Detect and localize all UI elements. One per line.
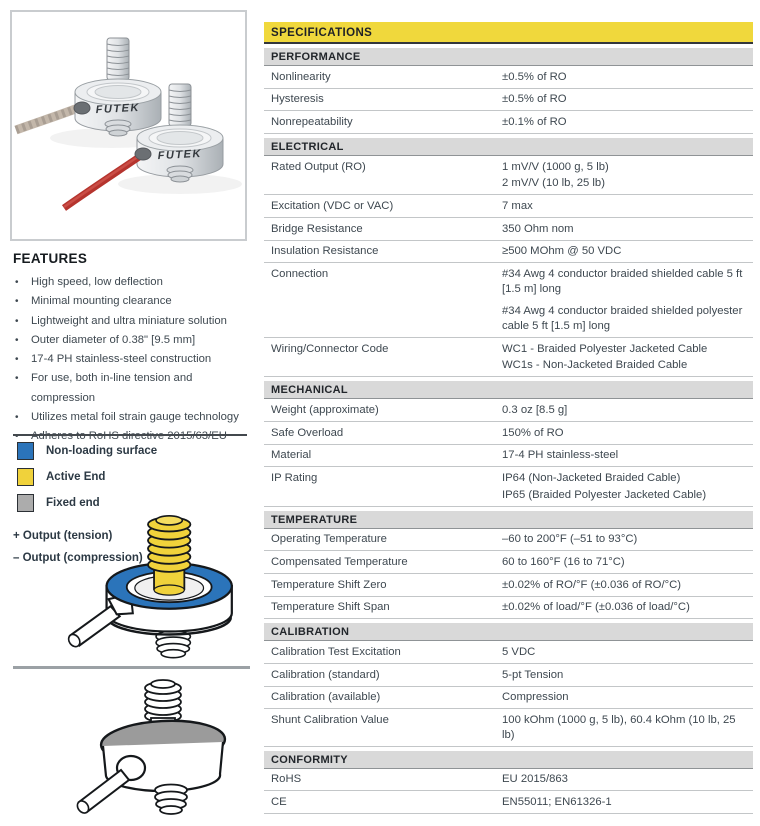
section-header-conformity: CONFORMITY [264, 751, 753, 769]
section-header-performance: PERFORMANCE [264, 48, 753, 66]
bullet-icon: • [15, 334, 19, 346]
feature-item [15, 292, 249, 311]
cable-strain-relief [135, 148, 151, 160]
spec-label: Material [271, 449, 312, 462]
spec-value-line: 2 mV/V (10 lb, 25 lb) [502, 177, 605, 190]
spec-row [264, 156, 753, 195]
spec-value [502, 115, 753, 130]
spec-value [502, 70, 753, 85]
gray-swatch [17, 494, 34, 512]
tension-compression-diagram [50, 510, 250, 660]
features-title: FEATURES [13, 251, 88, 266]
spec-value [502, 403, 753, 418]
divider [13, 434, 247, 436]
color-legend [17, 442, 157, 520]
spec-value-line: EN55011; EN61326-1 [502, 795, 612, 808]
spec-value [502, 578, 753, 593]
spec-value-line: #34 Awg 4 conductor braided shielded cable 5 ft [1.5 m] long [502, 267, 743, 295]
feature-text: For use, both in-line tension and compression [31, 372, 193, 404]
spec-value-line: 7 max [502, 199, 533, 212]
spec-label: Compensated Temperature [271, 555, 408, 568]
bullet-icon: • [15, 431, 19, 443]
specifications-header: SPECIFICATIONS [264, 22, 753, 44]
spec-label: IP Rating [271, 471, 318, 484]
specifications-panel [264, 22, 753, 814]
spec-value-line: #34 Awg 4 conductor braided shielded polyester cable 5 ft [1.5 m] long [502, 305, 743, 332]
spec-value-line: EU 2015/863 [502, 773, 568, 786]
feature-text: 17-4 PH stainless-steel construction [31, 353, 212, 366]
spec-row [264, 551, 753, 574]
spec-value [502, 555, 753, 570]
spec-value-line: 350 Ohm nom [502, 222, 574, 235]
spec-label: Shunt Calibration Value [271, 713, 389, 726]
spec-row [264, 89, 753, 112]
spec-row [264, 529, 753, 552]
section-header-temperature: TEMPERATURE [264, 511, 753, 529]
spec-value [502, 160, 753, 191]
spec-value [502, 600, 753, 615]
spec-label: Temperature Shift Span [271, 601, 390, 614]
feature-item [15, 331, 249, 350]
spec-label: Connection [271, 267, 329, 280]
spec-value [502, 772, 753, 787]
spec-value-line: ±0.5% of RO [502, 93, 567, 106]
spec-value [502, 713, 753, 742]
spec-row [264, 574, 753, 597]
spec-value-line: 5-pt Tension [502, 668, 564, 681]
spec-value-line: Compression [502, 691, 569, 704]
bullet-icon: • [15, 354, 19, 366]
yellow-swatch [17, 468, 34, 486]
legend-item [17, 468, 157, 486]
output-note: – Output (compression) [13, 551, 143, 564]
legend-label: Fixed end [46, 497, 100, 509]
spec-value-line: –60 to 200°F (–51 to 93°C) [502, 533, 638, 546]
bullet-icon: • [15, 412, 19, 424]
spec-row [264, 467, 753, 506]
bottom-stud [155, 785, 187, 815]
feature-item [15, 350, 249, 369]
feature-item [15, 369, 249, 408]
output-note: + Output (tension) [13, 530, 113, 542]
spec-value-line: WC1 - Braided Polyester Jacketed Cable [502, 342, 708, 355]
specifications-table [264, 48, 753, 814]
spec-label: Excitation (VDC or VAC) [271, 199, 394, 212]
product-photo [10, 10, 247, 241]
spec-row [264, 241, 753, 264]
load-cell-photo-illustration [12, 12, 245, 239]
feature-item [15, 408, 249, 427]
brand-label: FUTEK [157, 147, 203, 163]
colored-load-cell-diagram [50, 510, 250, 660]
spec-value-line: IP65 (Braided Polyester Jacketed Cable) [502, 488, 707, 501]
spec-value-line: 1 mV/V (1000 g, 5 lb) [502, 160, 609, 173]
divider [13, 666, 250, 669]
spec-row [264, 422, 753, 445]
spec-value-line: 0.3 oz [8.5 g] [502, 403, 568, 416]
spec-label: Nonrepeatability [271, 115, 353, 128]
spec-value [502, 471, 753, 502]
spec-label: Wiring/Connector Code [271, 342, 389, 355]
spec-value-line: ±0.02% of load/°F (±0.036 of load/°C) [502, 601, 690, 614]
spec-value-line: ≥500 MOhm @ 50 VDC [502, 245, 622, 258]
spec-row [264, 597, 753, 620]
spec-value [502, 532, 753, 547]
section-header-calibration: CALIBRATION [264, 623, 753, 641]
bullet-icon: • [15, 315, 19, 327]
spec-value [502, 92, 753, 107]
brand-label: FUTEK [95, 101, 141, 117]
spec-row [264, 664, 753, 687]
spec-label: RoHS [271, 773, 302, 786]
spec-value [502, 645, 753, 660]
spec-label: Temperature Shift Zero [271, 578, 387, 591]
spec-value-line: ±0.1% of RO [502, 115, 567, 128]
spec-row [264, 769, 753, 792]
line-drawing-diagram [50, 676, 250, 822]
spec-value [502, 668, 753, 683]
feature-item [15, 312, 249, 331]
spec-value-line: 17-4 PH stainless-steel [502, 449, 619, 462]
spec-label: Calibration (available) [271, 691, 381, 704]
cable-strain-relief [74, 102, 90, 114]
spec-value-line: IP64 (Non-Jacketed Braided Cable) [502, 471, 681, 484]
legend-item [17, 442, 157, 460]
spec-label: Rated Output (RO) [271, 160, 366, 173]
spec-row [264, 263, 753, 338]
spec-value [502, 795, 753, 810]
spec-row [264, 445, 753, 468]
spec-row [264, 218, 753, 241]
spec-value-line: 5 VDC [502, 645, 536, 658]
blue-swatch [17, 442, 34, 460]
spec-value [502, 222, 753, 237]
spec-value [502, 244, 753, 259]
features-list [15, 273, 249, 447]
spec-label: CE [271, 795, 287, 808]
feature-text: Utilizes metal foil strain gauge technology [31, 411, 239, 424]
spec-label: Safe Overload [271, 426, 344, 439]
spec-row [264, 195, 753, 218]
spec-label: Hysteresis [271, 93, 324, 106]
bullet-icon: • [15, 296, 19, 308]
spec-row [264, 111, 753, 134]
feature-text: High speed, low deflection [31, 276, 163, 288]
spec-value [502, 342, 753, 373]
spec-row [264, 338, 753, 377]
active-end-stud [148, 516, 190, 595]
spec-value-line: ±0.02% of RO/°F (±0.036 of RO/°C) [502, 578, 682, 591]
section-header-mechanical: MECHANICAL [264, 381, 753, 399]
section-header-electrical: ELECTRICAL [264, 138, 753, 156]
spec-row [264, 709, 753, 746]
spec-label: Bridge Resistance [271, 222, 363, 235]
spec-row [264, 66, 753, 89]
spec-row [264, 399, 753, 422]
spec-label: Calibration Test Excitation [271, 645, 401, 658]
spec-label: Insulation Resistance [271, 245, 379, 258]
spec-row [264, 687, 753, 710]
legend-label: Active End [46, 471, 106, 483]
spec-value-line: ±0.5% of RO [502, 70, 567, 83]
spec-value [502, 199, 753, 214]
legend-label: Non-loading surface [46, 445, 158, 457]
spec-value-line: 150% of RO [502, 426, 564, 439]
spec-value-line: WC1s - Non-Jacketed Braided Cable [502, 359, 688, 372]
spec-row [264, 791, 753, 814]
spec-value [502, 426, 753, 441]
feature-text: Lightweight and ultra miniature solution [31, 314, 227, 327]
feature-item [15, 273, 249, 292]
spec-value [502, 448, 753, 463]
spec-label: Calibration (standard) [271, 668, 380, 681]
spec-value [502, 690, 753, 705]
bullet-icon: • [15, 277, 19, 288]
feature-text: Minimal mounting clearance [31, 295, 172, 308]
spec-value [502, 267, 753, 334]
grayscale-load-cell-diagram [50, 676, 250, 822]
feature-text: Outer diameter of 0.38" [9.5 mm] [31, 333, 196, 346]
load-cell-a [74, 38, 161, 136]
spec-row [264, 641, 753, 664]
spec-label: Operating Temperature [271, 533, 387, 546]
spec-label: Weight (approximate) [271, 403, 379, 416]
spec-value-line: 100 kOhm (1000 g, 5 lb), 60.4 kOhm (10 lb, 25 lb) [502, 713, 736, 741]
feature-text: Adheres to RoHS directive 2015/63/EU [31, 430, 227, 443]
spec-value-line: 60 to 160°F (16 to 71°C) [502, 555, 625, 568]
bullet-icon: • [15, 373, 19, 385]
spec-label: Nonlinearity [271, 70, 331, 83]
